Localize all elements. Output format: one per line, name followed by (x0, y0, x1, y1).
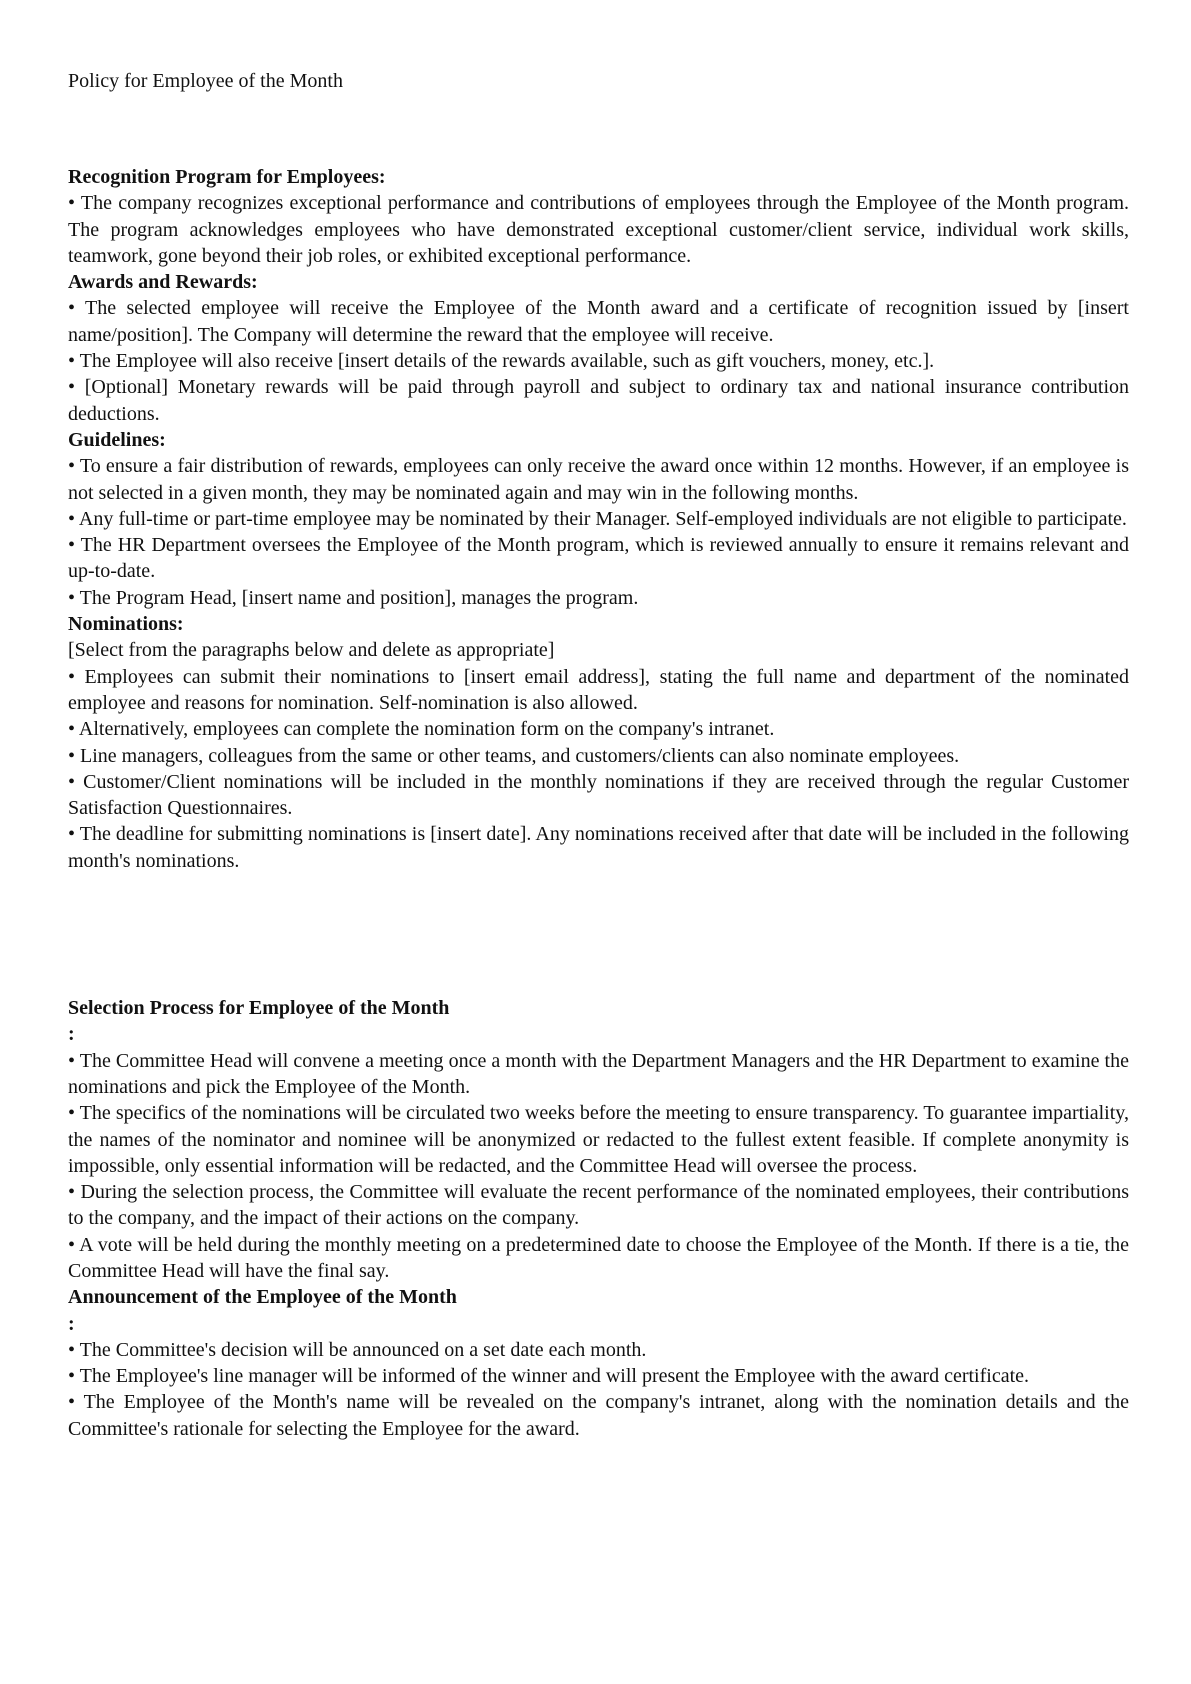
selection-paragraph: • The specifics of the nominations will be circulated two weeks before the meeting to ensure transparency. To guarantee impartiality, the names of the nominator and nominee will be anonymized or redacted to the fullest extent feasible. If complete anonymity is impossible, only essential information will be redacted, and the Committee Head will oversee the process. (68, 1102, 1129, 1177)
guidelines-heading: Guidelines: (68, 428, 166, 451)
selection-heading: Selection Process for Employee of the Month (68, 997, 450, 1020)
awards-paragraph: • The Employee will also receive [insert details of the rewards available, such as gift vouchers, money, etc.]. (68, 350, 935, 373)
nominations-paragraph: • Employees can submit their nominations to [insert email address], stating the full name and department of the nominated employee and reasons for nomination. Self-nomination is also allowed. (68, 665, 1129, 714)
awards-heading: Awards and Rewards: (68, 271, 258, 294)
announcement-heading: Announcement of the Employee of the Month (68, 1286, 457, 1309)
announcement-paragraph: • The Committee's decision will be announced on a set date each month. (68, 1338, 647, 1361)
nominations-paragraph: [Select from the paragraphs below and delete as appropriate] (68, 639, 555, 662)
announcement-heading-colon: : (68, 1312, 75, 1335)
selection-paragraph: • During the selection process, the Committee will evaluate the recent performance of the nominated employees, their contributions to the company, and the impact of their actions on the company. (68, 1181, 1129, 1230)
announcement-paragraph: • The Employee's line manager will be informed of the winner and will present the Employee with the award certificate. (68, 1365, 1030, 1388)
recognition-paragraph: • The company recognizes exceptional performance and contributions of employees through the Employee of the Month program. The program acknowledges employees who have demonstrated exceptional customer/client service, individual work skills, teamwork, gone beyond their job roles, or exhibited exceptional performance. (68, 192, 1129, 267)
guidelines-paragraph: • To ensure a fair distribution of rewards, employees can only receive the award once within 12 months. However, if an employee is not selected in a given month, they may be nominated again and may win in the following months. (68, 455, 1129, 504)
document-title: Policy for Employee of the Month (68, 70, 343, 92)
selection-paragraph: • The Committee Head will convene a meeting once a month with the Department Managers and the HR Department to examine the nominations and pick the Employee of the Month. (68, 1049, 1129, 1098)
nominations-heading: Nominations: (68, 613, 184, 636)
nominations-paragraph: • Alternatively, employees can complete the nomination form on the company's intranet. (68, 718, 775, 741)
document-page (68, 68, 1129, 1442)
policy-section-selection (68, 995, 1129, 1442)
nominations-paragraph: • The deadline for submitting nominations is [insert date]. Any nominations received after that date will be included in the following month's nominations. (68, 823, 1129, 872)
awards-paragraph: • The selected employee will receive the Employee of the Month award and a certificate of recognition issued by [insert name/position]. The Company will determine the reward that the employee will receive. (68, 297, 1129, 346)
guidelines-paragraph: • The Program Head, [insert name and position], manages the program. (68, 586, 639, 609)
selection-paragraph: • A vote will be held during the monthly meeting on a predetermined date to choose the Employee of the Month. If there is a tie, the Committee Head will have the final say. (68, 1233, 1129, 1282)
announcement-paragraph: • The Employee of the Month's name will be revealed on the company's intranet, along with the nomination details and the Committee's rationale for selecting the Employee for the award. (68, 1391, 1129, 1440)
nominations-paragraph: • Line managers, colleagues from the same or other teams, and customers/clients can also nominate employees. (68, 744, 960, 767)
guidelines-paragraph: • Any full-time or part-time employee may be nominated by their Manager. Self-employed individuals are not eligible to participate. (68, 507, 1127, 530)
nominations-paragraph: • Customer/Client nominations will be included in the monthly nominations if they are received through the regular Customer Satisfaction Questionnaires. (68, 770, 1129, 820)
awards-paragraph: • [Optional] Monetary rewards will be paid through payroll and subject to ordinary tax and national insurance contribution deductions. (68, 376, 1129, 425)
policy-section-program (68, 164, 1129, 874)
selection-heading-colon: : (68, 1023, 75, 1046)
recognition-heading: Recognition Program for Employees: (68, 166, 386, 188)
guidelines-paragraph: • The HR Department oversees the Employee of the Month program, which is reviewed annually to ensure it remains relevant and up-to-date. (68, 534, 1129, 583)
